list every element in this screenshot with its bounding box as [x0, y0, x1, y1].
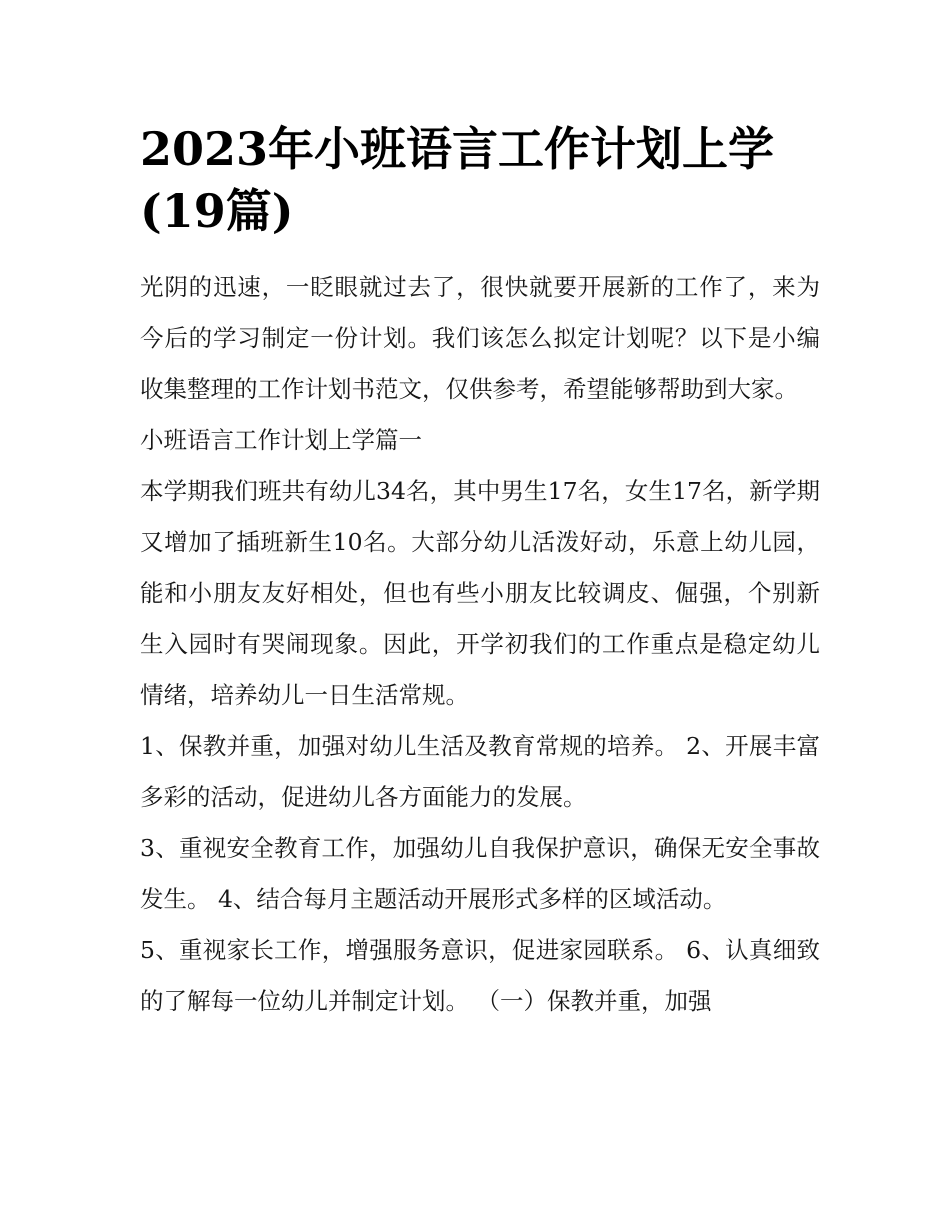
- section-heading: 小班语言工作计划上学篇一: [140, 426, 422, 454]
- class-overview-paragraph: 本学期我们班共有幼儿34名，其中男生17名，女生17名，新学期又增加了插班新生10名。大部分幼儿活泼好动，乐意上幼儿园，能和小朋友友好相处，但也有些小朋友比较调皮、倔强，个别新生入园时有哭闹现象。因此，开学初我们的工作重点是稳定幼儿情绪，培养幼儿一日生活常规。: [140, 477, 820, 709]
- goals-paragraph-1: 1、保教并重，加强对幼儿生活及教育常规的培养。 2、开展丰富多彩的活动，促进幼儿各方面能力的发展。: [140, 732, 820, 811]
- goals-paragraph-2: 3、重视安全教育工作，加强幼儿自我保护意识，确保无安全事故发生。 4、结合每月主题活动开展形式多样的区域活动。: [140, 834, 820, 913]
- document-title: 2023年小班语言工作计划上学(19篇): [140, 122, 775, 238]
- intro-paragraph: 光阴的迅速，一眨眼就过去了，很快就要开展新的工作了，来为今后的学习制定一份计划。我们该怎么拟定计划呢？以下是小编收集整理的工作计划书范文，仅供参考，希望能够帮助到大家。: [140, 273, 820, 403]
- document-body: [140, 118, 820, 1027]
- goals-paragraph-3: 5、重视家长工作，增强服务意识，促进家园联系。 6、认真细致的了解每一位幼儿并制定计划。 （一）保教并重，加强: [140, 936, 820, 1015]
